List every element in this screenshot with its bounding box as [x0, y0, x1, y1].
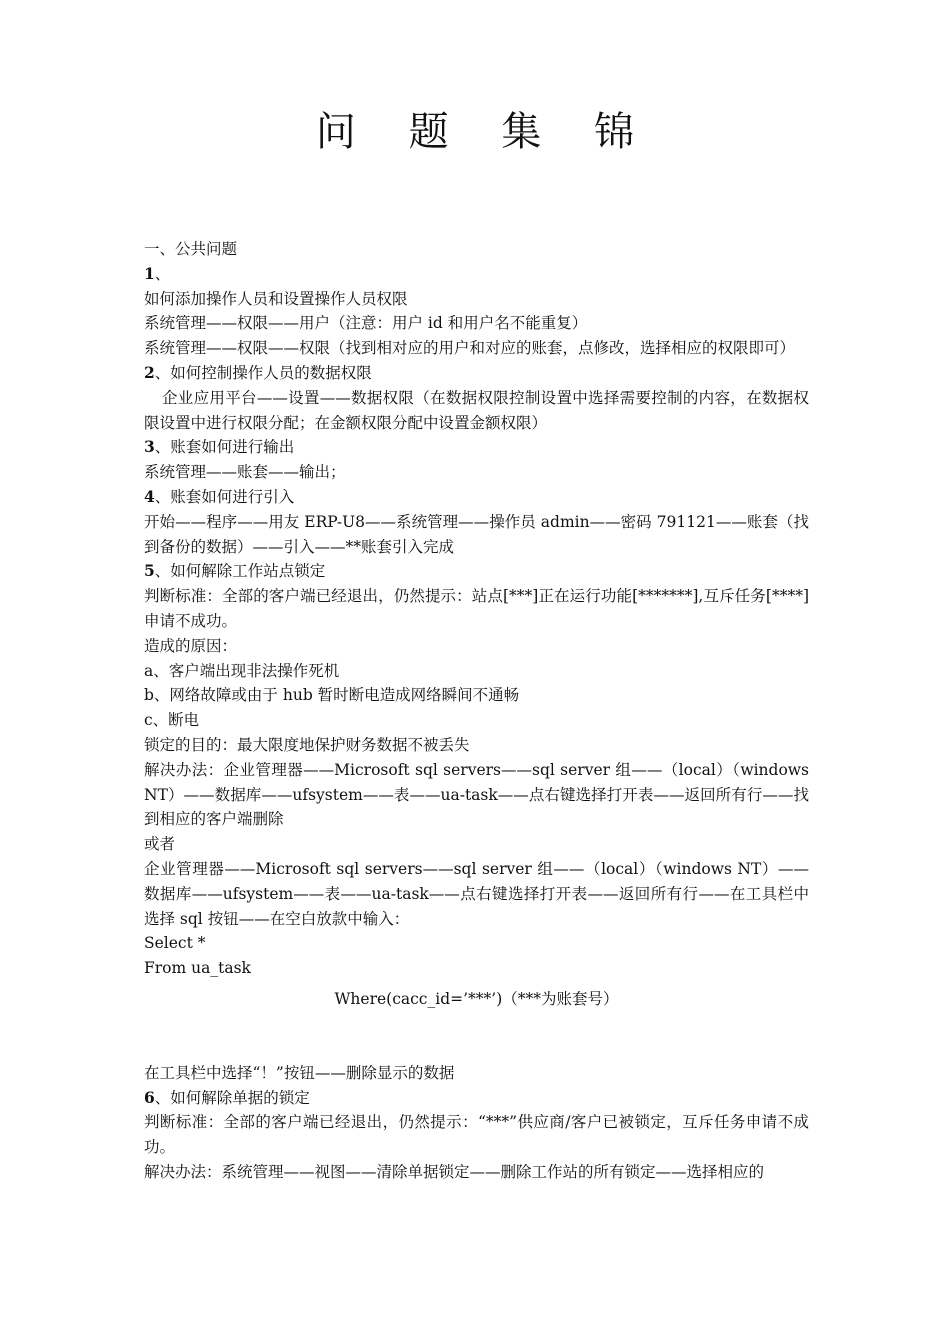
paragraph: 系统管理——账套——输出；	[144, 463, 346, 482]
item-heading-2	[144, 361, 809, 386]
item-heading-6	[144, 1086, 809, 1111]
paragraph: 造成的原因：	[144, 636, 238, 655]
code-line-centered: Where(cacc_id=’***’)（***为账套号）	[334, 989, 619, 1008]
item-heading-text: 、如何解除单据的锁定	[154, 1088, 310, 1107]
list-item: c、断电	[144, 711, 200, 730]
item-number: 6	[144, 1087, 155, 1107]
paragraph: 判断标准：全部的客户端已经退出，仍然提示：站点[***]正在运行功能[*******],互斥任务[****]申请不成功。	[144, 587, 809, 630]
paragraph: 如何添加操作人员和设置操作人员权限	[144, 289, 408, 308]
item-heading-3	[144, 435, 809, 460]
item-heading-4	[144, 485, 809, 510]
item-number: 4	[144, 486, 155, 506]
document-body	[144, 237, 809, 1185]
list-item: b、网络故障或由于 hub 暂时断电造成网络瞬间不通畅	[144, 686, 520, 705]
code-line: From ua_task	[144, 959, 251, 978]
paragraph: 判断标准：全部的客户端已经退出，仍然提示：“***”供应商/客户已被锁定，互斥任务申请不成功。	[144, 1113, 809, 1157]
item-heading-text: 、如何控制操作人员的数据权限	[154, 363, 372, 382]
paragraph: 或者	[144, 835, 176, 854]
paragraph: 在工具栏中选择“！”按钮——删除显示的数据	[144, 1063, 455, 1082]
item-number: 3	[144, 437, 155, 457]
item-number: 5	[144, 561, 155, 581]
paragraph: 系统管理——权限——用户（注意：用户 id 和用户名不能重复）	[144, 314, 588, 333]
paragraph: 开始——程序——用友 ERP-U8——系统管理——操作员 admin——密码 791121——账套（找到备份的数据）——引入——**账套引入完成	[144, 512, 809, 556]
item-heading-5	[144, 559, 809, 584]
section-heading: 一、公共问题	[144, 240, 238, 258]
item-heading-1	[144, 262, 809, 287]
paragraph: 企业应用平台——设置——数据权限（在数据权限控制设置中选择需要控制的内容，在数据权限设置中进行权限分配；在金额权限分配中设置金额权限）	[144, 388, 809, 432]
item-heading-text: 、账套如何进行引入	[154, 487, 295, 506]
list-item: a、客户端出现非法操作死机	[144, 661, 340, 680]
item-heading-text: 、如何解除工作站点锁定	[154, 562, 326, 581]
document-title: 问 题 集 锦	[315, 109, 655, 155]
item-heading-text: 、	[154, 264, 171, 283]
paragraph: 锁定的目的：最大限度地保护财务数据不被丢失	[144, 735, 470, 754]
item-heading-text: 、账套如何进行输出	[154, 438, 295, 457]
paragraph: 解决办法：系统管理——视图——清除单据锁定——删除工作站的所有锁定——选择相应的	[144, 1162, 765, 1181]
item-number: 1	[144, 263, 155, 283]
code-line: Select *	[144, 934, 206, 953]
paragraph: 解决办法：企业管理器——Microsoft sql servers——sql server 组——（local）（windows NT）——数据库——ufsystem——表——ua-task——点右键选择打开表——返回所有行——找到相应的客户端删除	[144, 760, 809, 829]
item-number: 2	[144, 362, 155, 382]
paragraph: 系统管理——权限——权限（找到相对应的用户和对应的账套，点修改，选择相应的权限即可）	[144, 339, 796, 358]
paragraph: 企业管理器——Microsoft sql servers——sql server 组——（local）（windows NT）——数据库——ufsystem——表——ua-task——点右键选择打开表——返回所有行——在工具栏中选择 sql 按钮——在空白放款中输入：	[144, 859, 809, 928]
